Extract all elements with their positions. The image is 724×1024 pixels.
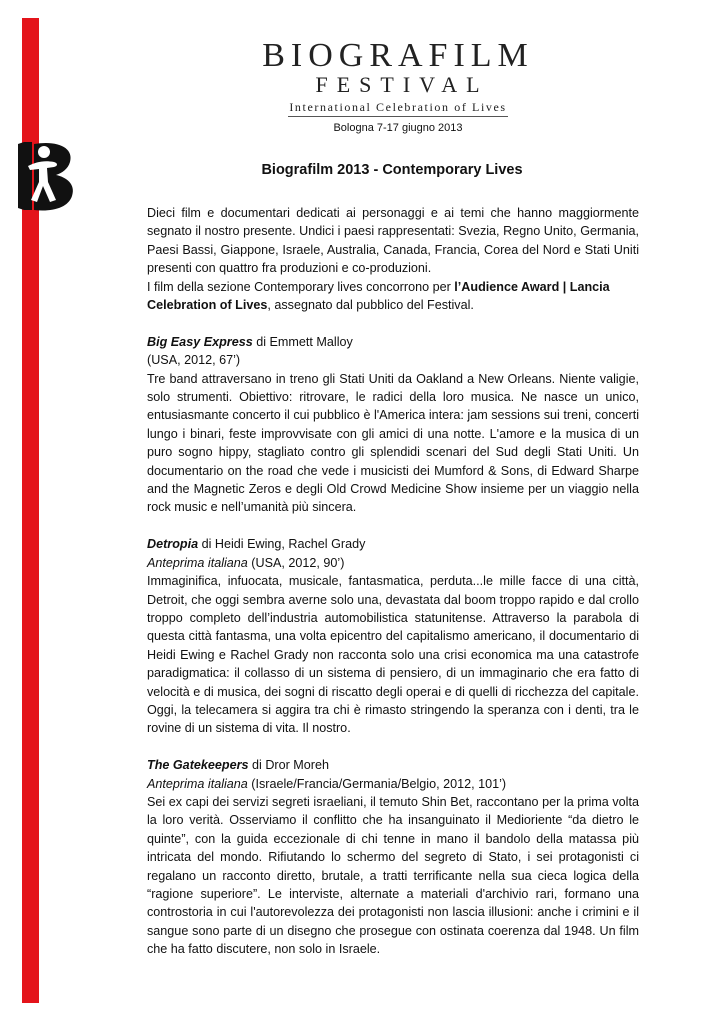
festival-tagline: International Celebration of Lives: [289, 100, 507, 114]
film-description: Immaginifica, infuocata, musicale, fantasmatica, perduta...le mille facce di una città, Detroit, che oggi sembra averne solo una, devastata dal boom troppo rapido e dal crollo troppo completo dell’industria automobilistica statunitense. Attraverso la parabola di questa città fantasma, una volta epicentro del capitalismo americano, il documentario di Heidi Ewing e Rachel Grady non racconta solo una crisi economica ma una catastrofe paradigmatica: il collasso di un sistema di pensiero, di un immaginario che era fatto di velocità e di musica, dei sogni di riscatto degli operai e di quelli di ricchezza del capitale. Oggi, la telecamera si aggira tra chi è rimasto stringendo la speranza con i denti, tra le rovine di un sistema di vita. Il nostro.: [147, 574, 639, 736]
award-text-after: , assegnato dal pubblico del Festival.: [267, 298, 474, 313]
document-body: [147, 204, 639, 959]
film-premiere: Anteprima italiana: [147, 555, 248, 570]
intro-paragraph: Dieci film e documentari dedicati ai personaggi e ai temi che hanno maggiormente segnato il nostro presente. Undici i paesi rappresentati: Svezia, Regno Unito, Germania, Paesi Bassi, Giappone, Israele, Australia, Canada, Francia, Corea del Nord e Stati Uniti presenti con quattro fra produzioni e co-produzioni.: [147, 206, 639, 276]
award-text-before: I film della sezione Contemporary lives concorrono per: [147, 279, 455, 294]
film-title: The Gatekeepers: [147, 758, 249, 773]
film-title: Detropia: [147, 537, 199, 552]
film-info: (USA, 2012, 90’): [247, 555, 345, 570]
film-entry-the-gatekeepers: [147, 756, 639, 958]
tagline-divider: [288, 116, 508, 117]
film-info-line: [147, 554, 639, 572]
logo-line1: BIOGRAFILM: [262, 37, 534, 74]
film-title: Big Easy Express: [147, 334, 253, 349]
film-heading: [147, 333, 639, 351]
film-heading: [147, 756, 639, 774]
film-info-line: [147, 775, 639, 793]
film-entry-detropia: [147, 535, 639, 737]
film-description: Tre band attraversano in treno gli Stati Uniti da Oakland a New Orleans. Niente valigie, solo strumenti. Obiettivo: ritrovare, le radici della loro musica. Ne nasce un unico, entusiasmante concerto il cui pubblico è l'America intera: jam sessions sui treni, concerti lungo i binari, feste improvvisate con gli amici di una notte. L'amore e la musica di un puro sogno hippy, stagliato contro gli splendidi scenari del Sud degli Stati Uniti. Un documentario on the road che vede i musicisti dei Mumford & Sons, di Edward Sharpe and the Magnetic Zeros e degli Old Crowd Medicine Show insieme per un viaggio nella rock music e nell’umanità più sincera.: [147, 371, 639, 515]
film-director: di Heidi Ewing, Rachel Grady: [198, 537, 366, 552]
film-premiere: Anteprima italiana: [147, 776, 248, 791]
film-director: di Dror Moreh: [248, 758, 329, 773]
biografilm-figure-logo: [14, 138, 80, 214]
film-info: (Israele/Francia/Germania/Belgio, 2012, 101’): [247, 776, 507, 791]
film-description: Sei ex capi dei servizi segreti israeliani, il temuto Shin Bet, raccontano per la prima volta la loro verità. Osserviamo il conflitto che ha insanguinato il Medioriente “da dietro le quinte”, con la guida eccezionale di chi tenne in mano il bandolo della matassa più intricata del mondo. Rifiutando lo schermo del segreto di Stato, i sei protagonisti ci regalano un racconto diretto, brutale, a tratti terrificante nella sua cieca logica della “ragione superiore”. Le interviste, alternate a materiali d'archivio rari, formano una controstoria in cui l'autorevolezza dei protagonisti non lascia illusioni: anche i crimini e il sangue sono parte di un disegno che prosegue con ostinata coerenza dal 1948. Un film che ha fatto discutere, non solo in Israele.: [147, 794, 639, 957]
film-heading: [147, 535, 639, 553]
festival-header: [262, 34, 534, 140]
film-info: (USA, 2012, 67’): [147, 353, 241, 368]
film-entry-big-easy-express: [147, 333, 639, 517]
document-title: Biografilm 2013 - Contemporary Lives: [261, 162, 523, 178]
biografilm-festival-logo: [262, 34, 534, 98]
logo-line2: FESTIVAL: [315, 72, 489, 97]
audience-award-name: l’Audience Award | Lancia Celebration of Lives: [147, 279, 610, 313]
festival-dates: Bologna 7-17 giugno 2013: [333, 122, 463, 134]
film-director: di Emmett Malloy: [252, 334, 353, 349]
award-paragraph: [147, 278, 639, 315]
